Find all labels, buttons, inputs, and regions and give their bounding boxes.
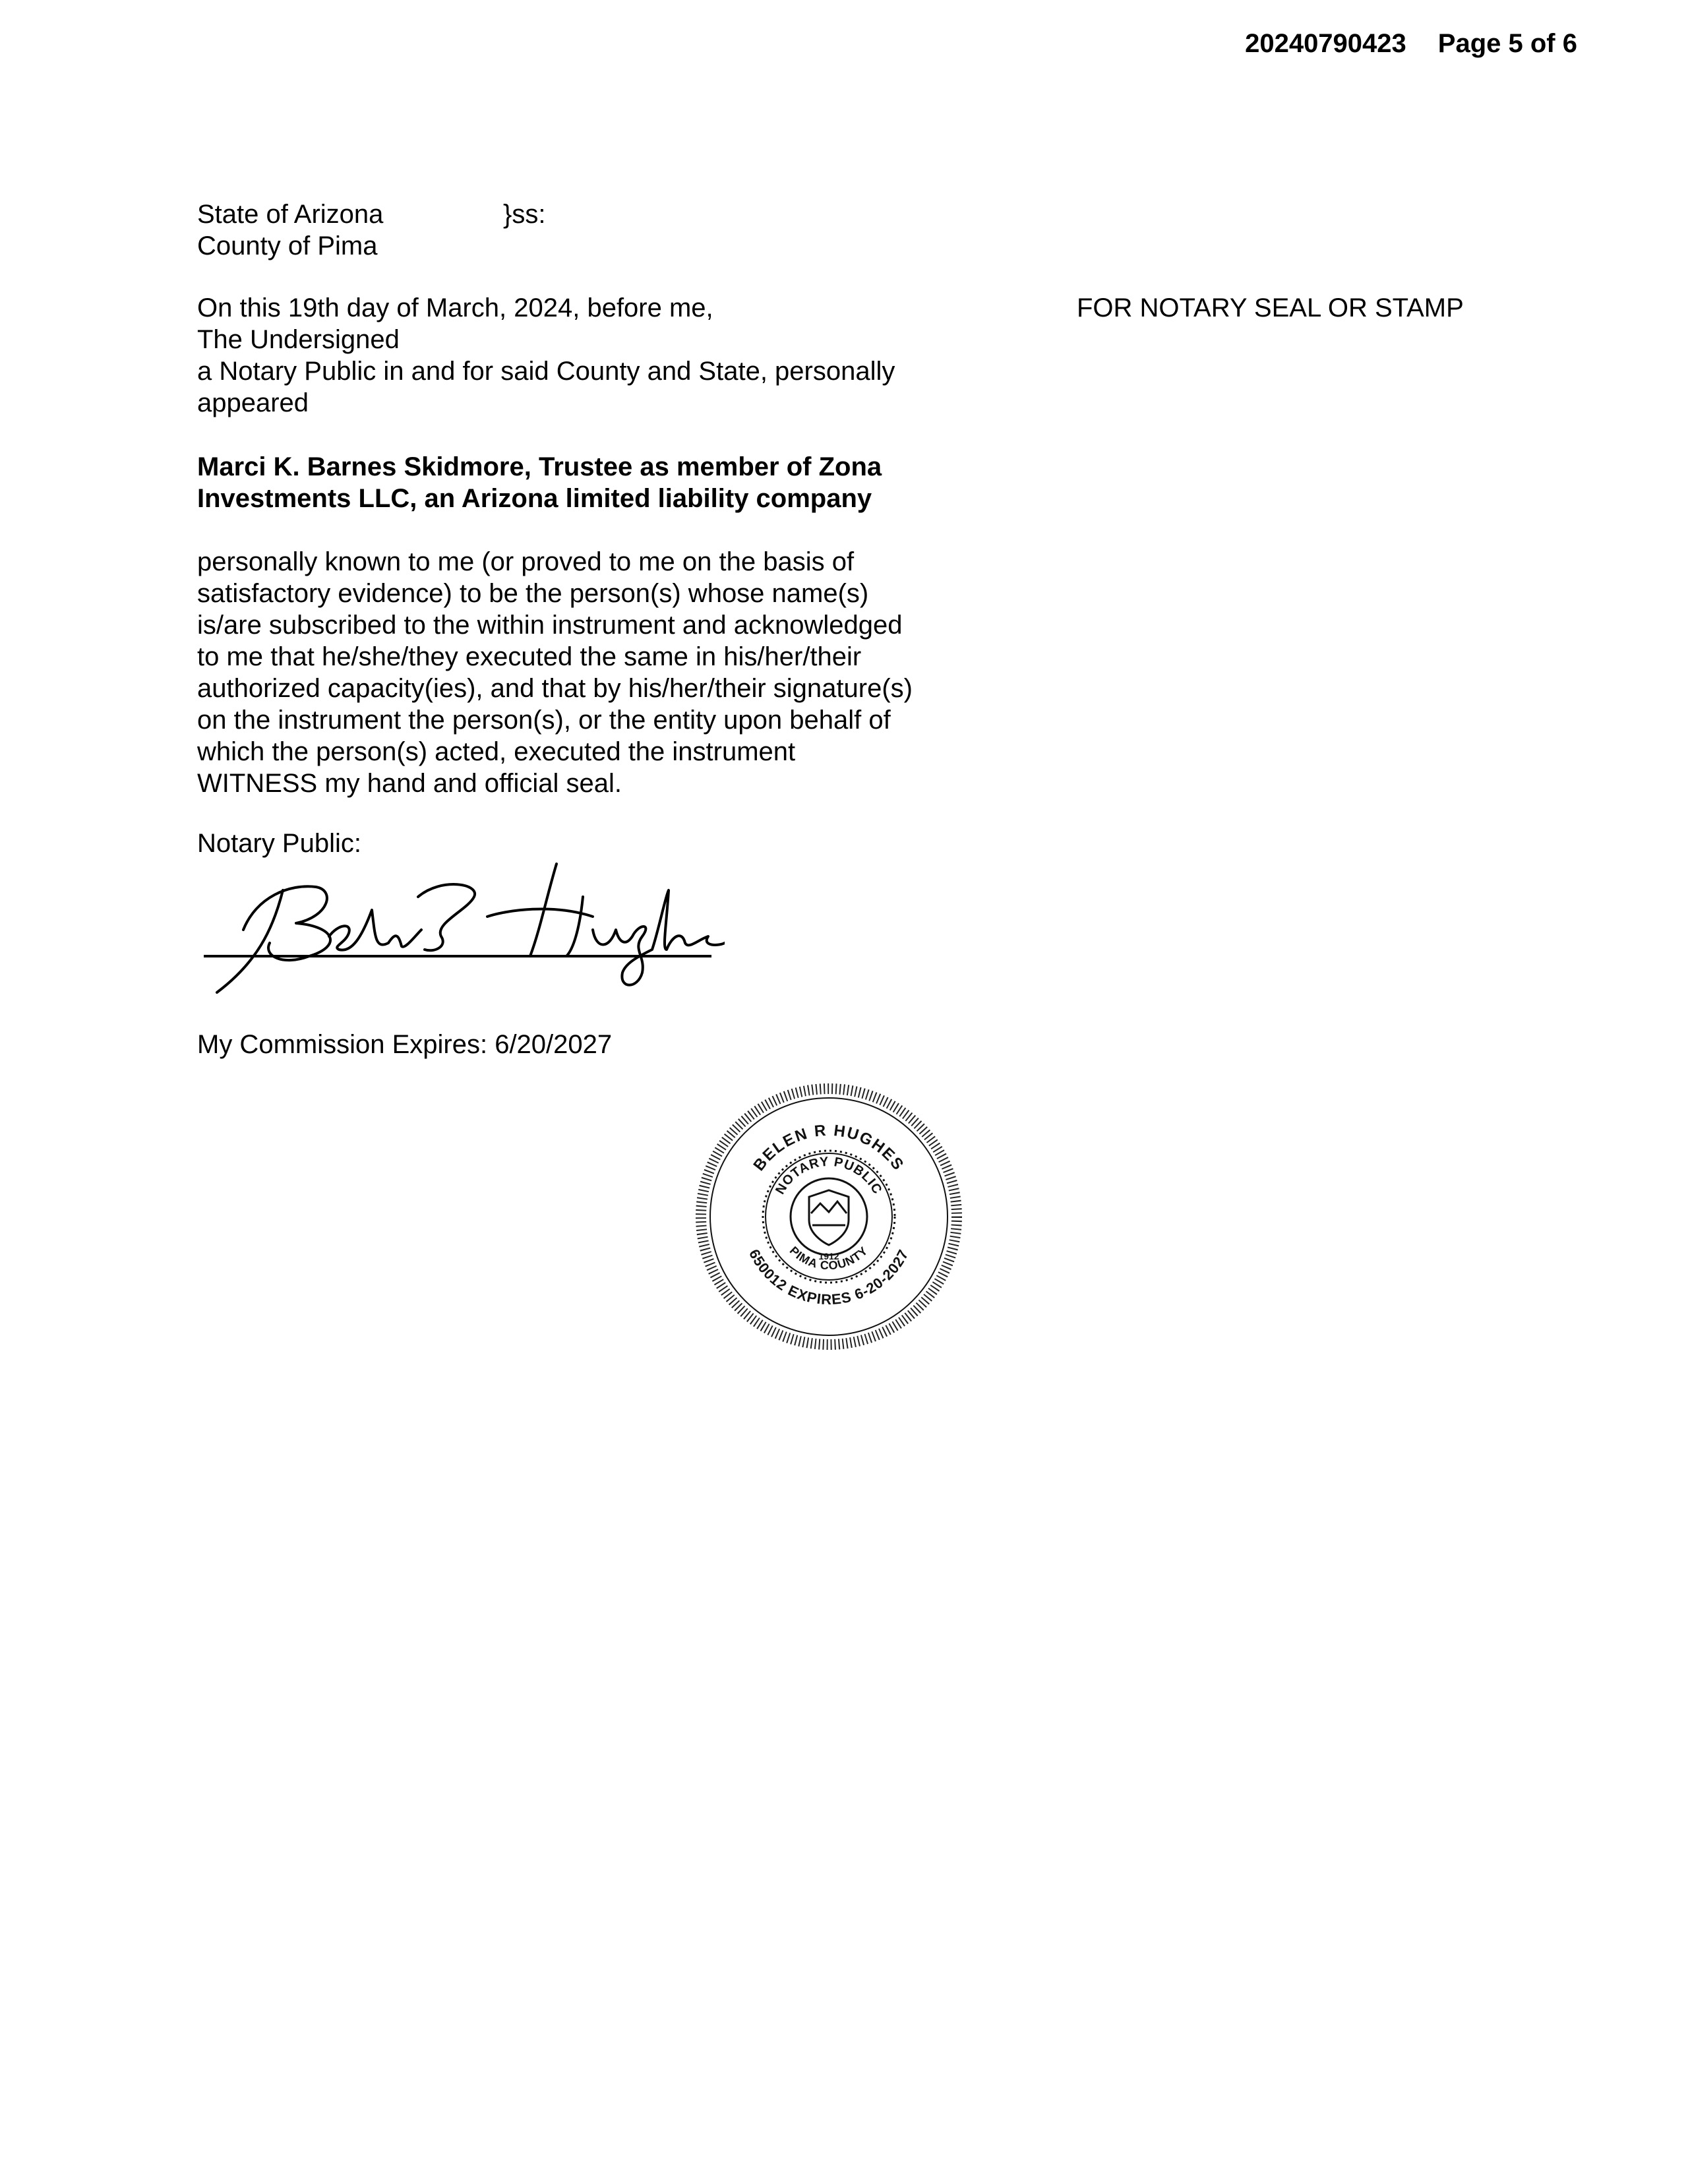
notary-public-label: Notary Public: bbox=[197, 829, 361, 858]
body-line: WITNESS my hand and official seal. bbox=[197, 769, 622, 798]
signer-line: Investments LLC, an Arizona limited liability company bbox=[197, 484, 872, 513]
notary-signature bbox=[197, 857, 725, 1002]
seal-year: 1912 bbox=[818, 1251, 839, 1261]
signer-name bbox=[197, 451, 955, 514]
venue-state: State of Arizona bbox=[197, 200, 384, 229]
acknowledgment-body bbox=[197, 546, 975, 799]
document-header bbox=[1245, 29, 1577, 59]
seal-commission: 650012 EXPIRES 6-20-2027 bbox=[746, 1246, 912, 1308]
venue-county: County of Pima bbox=[197, 231, 378, 260]
body-line: personally known to me (or proved to me on the basis of bbox=[197, 547, 855, 576]
state-seal-emblem bbox=[809, 1190, 849, 1261]
body-line: to me that he/she/they executed the same in his/her/their bbox=[197, 642, 862, 671]
intro-line: On this 19th day of March, 2024, before me, bbox=[197, 293, 713, 322]
notary-seal-stamp bbox=[694, 1081, 964, 1352]
intro-line: appeared bbox=[197, 388, 309, 417]
seal-title: NOTARY PUBLIC bbox=[773, 1154, 885, 1198]
venue-ss: }ss: bbox=[503, 200, 546, 229]
intro-line: The Undersigned bbox=[197, 325, 400, 354]
body-line: on the instrument the person(s), or the entity upon behalf of bbox=[197, 706, 891, 735]
body-line: is/are subscribed to the within instrument and acknowledged bbox=[197, 611, 903, 640]
notary-seal-label: FOR NOTARY SEAL OR STAMP bbox=[1077, 293, 1464, 322]
body-line: satisfactory evidence) to be the person(s) whose name(s) bbox=[197, 579, 869, 608]
document-number: 20240790423 bbox=[1245, 29, 1406, 58]
intro-line: a Notary Public in and for said County and State, personally bbox=[197, 357, 895, 386]
seal-name: BELEN R HUGHES bbox=[750, 1121, 908, 1174]
page-number: Page 5 of 6 bbox=[1437, 29, 1577, 58]
signer-line: Marci K. Barnes Skidmore, Trustee as member of Zona bbox=[197, 452, 882, 481]
body-line: which the person(s) acted, executed the instrument bbox=[197, 737, 796, 766]
body-line: authorized capacity(ies), and that by his/her/their signature(s) bbox=[197, 674, 913, 703]
acknowledgment-intro bbox=[197, 292, 955, 419]
commission-expiration: My Commission Expires: 6/20/2027 bbox=[197, 1030, 613, 1059]
seal-county: PIMA COUNTY bbox=[787, 1244, 871, 1273]
